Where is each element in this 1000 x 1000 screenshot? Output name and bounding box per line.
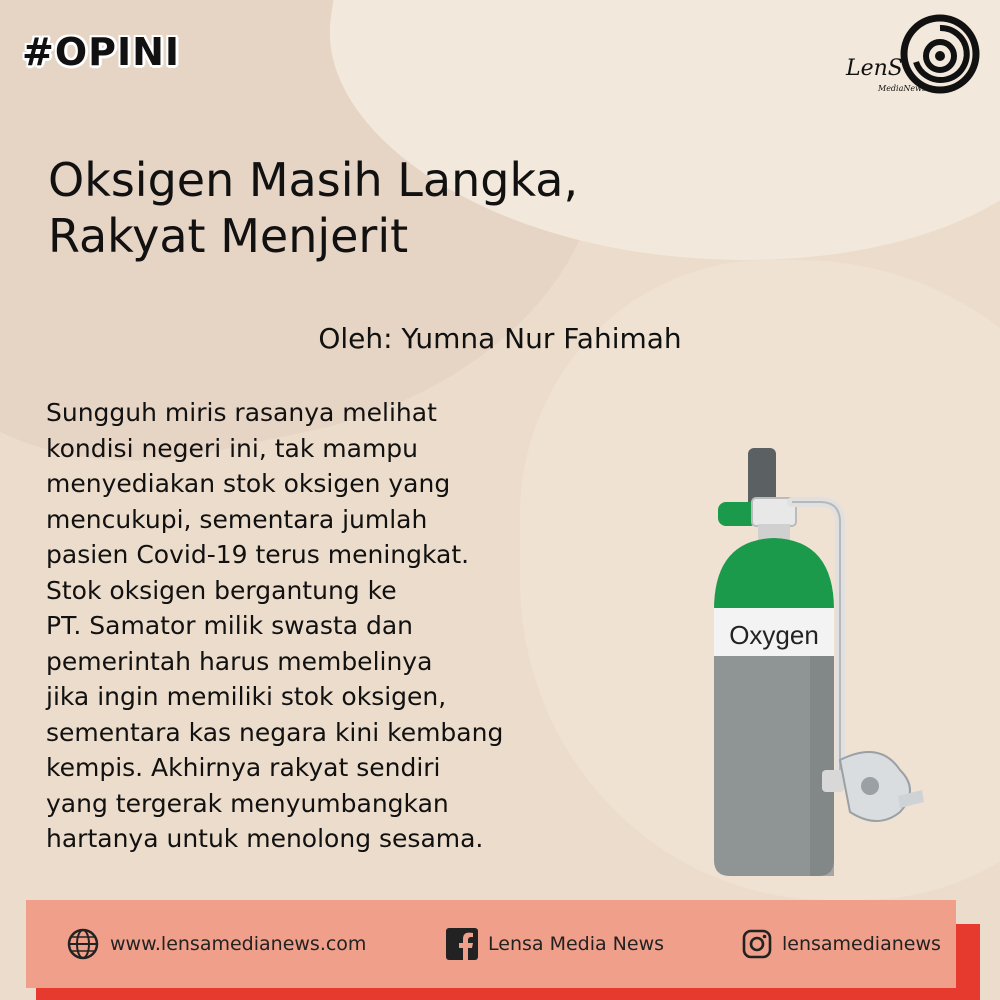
facebook-icon	[446, 928, 478, 960]
footer-band	[26, 900, 956, 988]
category-tag: #OPINI	[22, 30, 181, 74]
footer-facebook[interactable]	[446, 928, 664, 960]
mask-valve	[861, 777, 879, 795]
footer-instagram[interactable]	[742, 929, 941, 959]
logo-subtitle: MediaNews.com	[878, 84, 946, 93]
logo-name: LenS	[846, 56, 903, 81]
footer-website[interactable]	[66, 927, 366, 961]
cylinder-cap	[714, 538, 834, 610]
facebook-label: Lensa Media News	[488, 933, 665, 955]
instagram-icon	[742, 929, 772, 959]
hose-connector	[822, 770, 844, 792]
author-byline: Oleh: Yumna Nur Fahimah	[318, 322, 682, 355]
instagram-label: lensamedianews	[782, 933, 941, 955]
title-line-1: Oksigen Masih Langka,	[48, 153, 579, 207]
article-excerpt: Sungguh miris rasanya melihat kondisi negeri ini, tak mampu menyediakan stok oksigen yang mencukupi, sementara jumlah pasien Covid-19 terus meningkat. Stok oksigen bergantung ke PT. Samator milik swasta dan pemerintah harus membelinya jika ingin memiliki stok oksigen, sementara kas negara kini kembang kempis. Akhirnya rakyat sendiri yang tergerak menyumbangkan hartanya untuk menolong sesama.	[46, 398, 504, 853]
brand-logo	[842, 14, 982, 98]
lens-icon	[900, 14, 980, 94]
oxygen-cylinder-illustration	[700, 440, 940, 885]
globe-icon	[66, 927, 100, 961]
cylinder-shade	[810, 656, 834, 876]
article-title	[48, 152, 748, 264]
website-label: www.lensamedianews.com	[110, 933, 367, 955]
title-line-2: Rakyat Menjerit	[48, 209, 409, 263]
cylinder-label: Oxygen	[729, 620, 819, 650]
